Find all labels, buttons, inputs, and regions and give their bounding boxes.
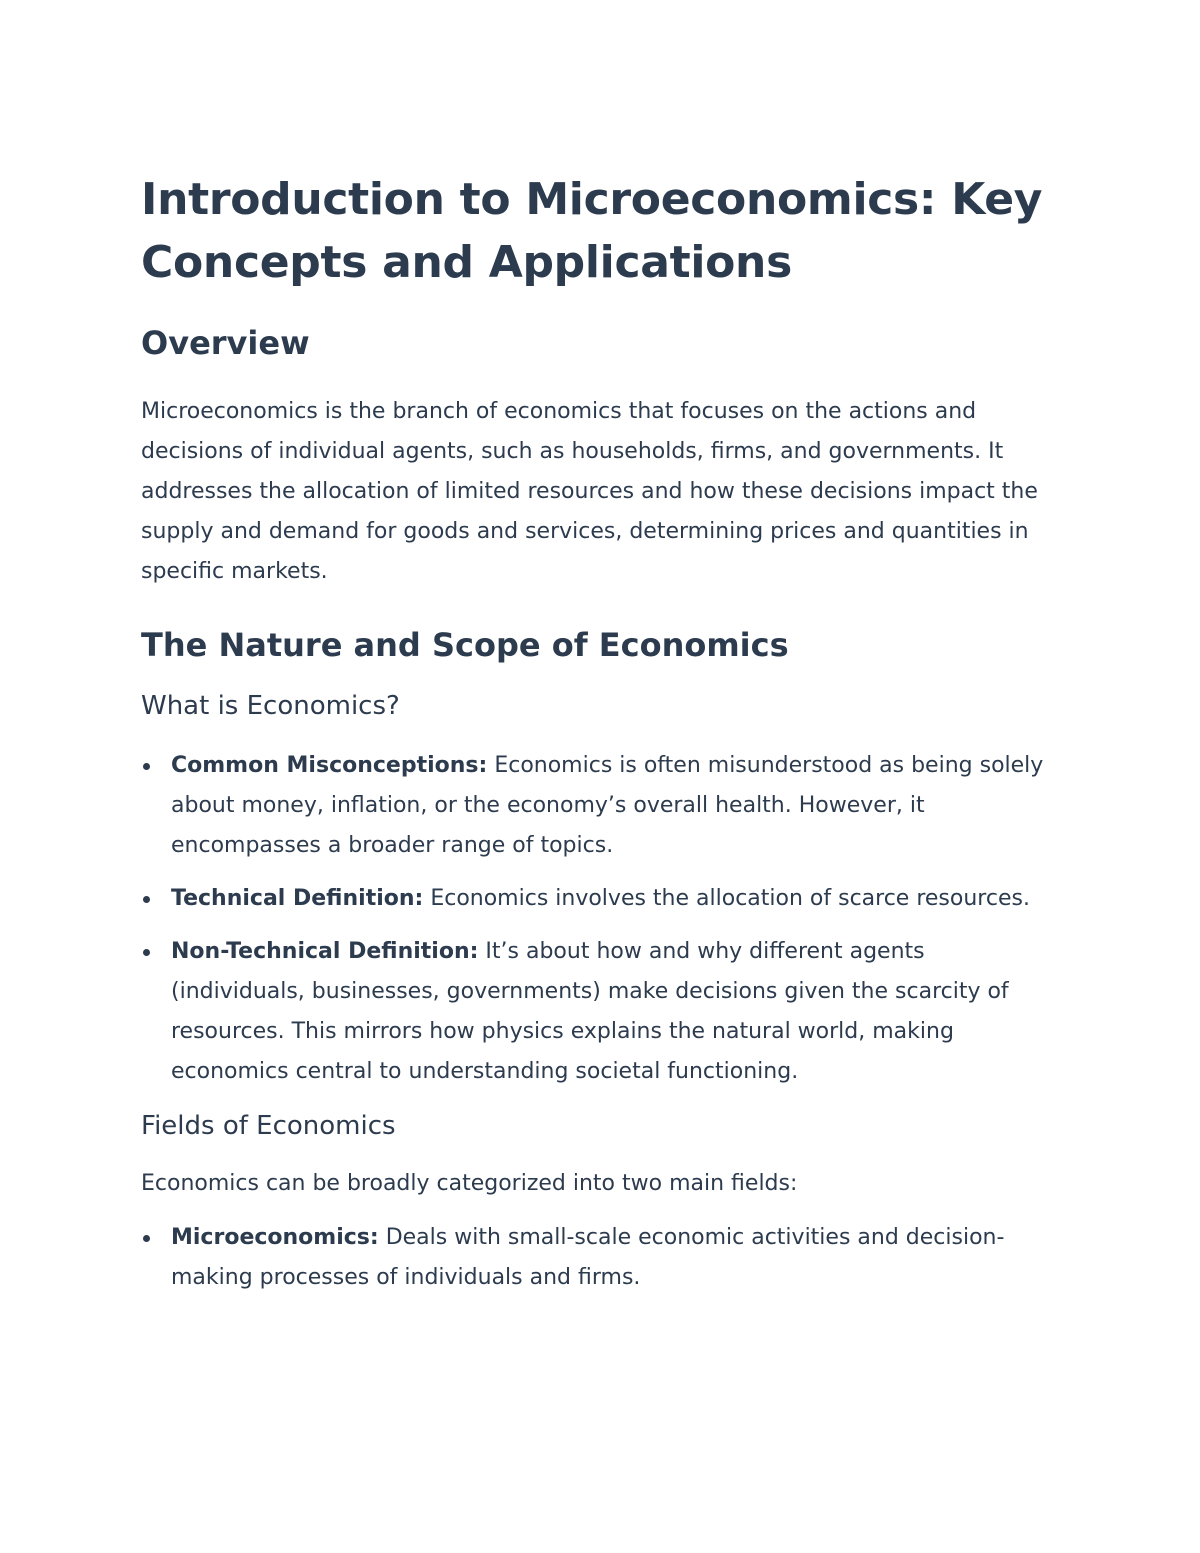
bullet-icon bbox=[143, 949, 150, 956]
fields-of-economics-heading: Fields of Economics bbox=[141, 1111, 396, 1141]
nature-scope-heading: The Nature and Scope of Economics bbox=[141, 626, 789, 664]
list-item-microeconomics bbox=[141, 1218, 1061, 1298]
list-item-technical-definition bbox=[141, 879, 1061, 919]
fields-intro-paragraph: Economics can be broadly categorized into two main fields: bbox=[141, 1171, 798, 1196]
list-item-non-technical-definition bbox=[141, 932, 1061, 1092]
overview-paragraph: Microeconomics is the branch of economics that focuses on the actions and decisions of individual agents, such as households, firms, and governments. It addresses the allocation of limited resources and how these decisions impact the supply and demand for goods and services, determining prices and quantities in specific markets. bbox=[141, 399, 1038, 584]
document-title: Introduction to Microeconomics: Key Concepts and Applications bbox=[141, 174, 1043, 288]
list-item-term: Microeconomics: bbox=[171, 1225, 379, 1250]
list-item-text: Economics involves the allocation of scarce resources. bbox=[423, 886, 1030, 911]
list-item-term: Non-Technical Definition: bbox=[171, 939, 479, 964]
bullet-icon bbox=[143, 763, 150, 770]
fields-list bbox=[141, 1218, 1061, 1298]
list-item-text: Deals with small-scale economic activities and decision-making processes of individuals and firms. bbox=[171, 1225, 1005, 1290]
list-item-text: Economics is often misunderstood as being solely about money, inflation, or the economy’s overall health. However, it encompasses a broader range of topics. bbox=[171, 753, 1044, 858]
list-item-term: Technical Definition: bbox=[171, 886, 424, 911]
list-item-text: It’s about how and why different agents (individuals, businesses, governments) make decisions given the scarcity of resources. This mirrors how physics explains the natural world, making economics central to understanding societal functioning. bbox=[171, 939, 1009, 1084]
bullet-icon bbox=[143, 896, 150, 903]
list-item-term: Common Misconceptions: bbox=[171, 753, 488, 778]
document-page bbox=[141, 168, 1061, 1311]
list-item-misconceptions bbox=[141, 746, 1061, 866]
what-is-economics-list bbox=[141, 746, 1061, 1092]
bullet-icon bbox=[143, 1235, 150, 1242]
overview-heading: Overview bbox=[141, 324, 310, 362]
what-is-economics-heading: What is Economics? bbox=[141, 691, 400, 721]
